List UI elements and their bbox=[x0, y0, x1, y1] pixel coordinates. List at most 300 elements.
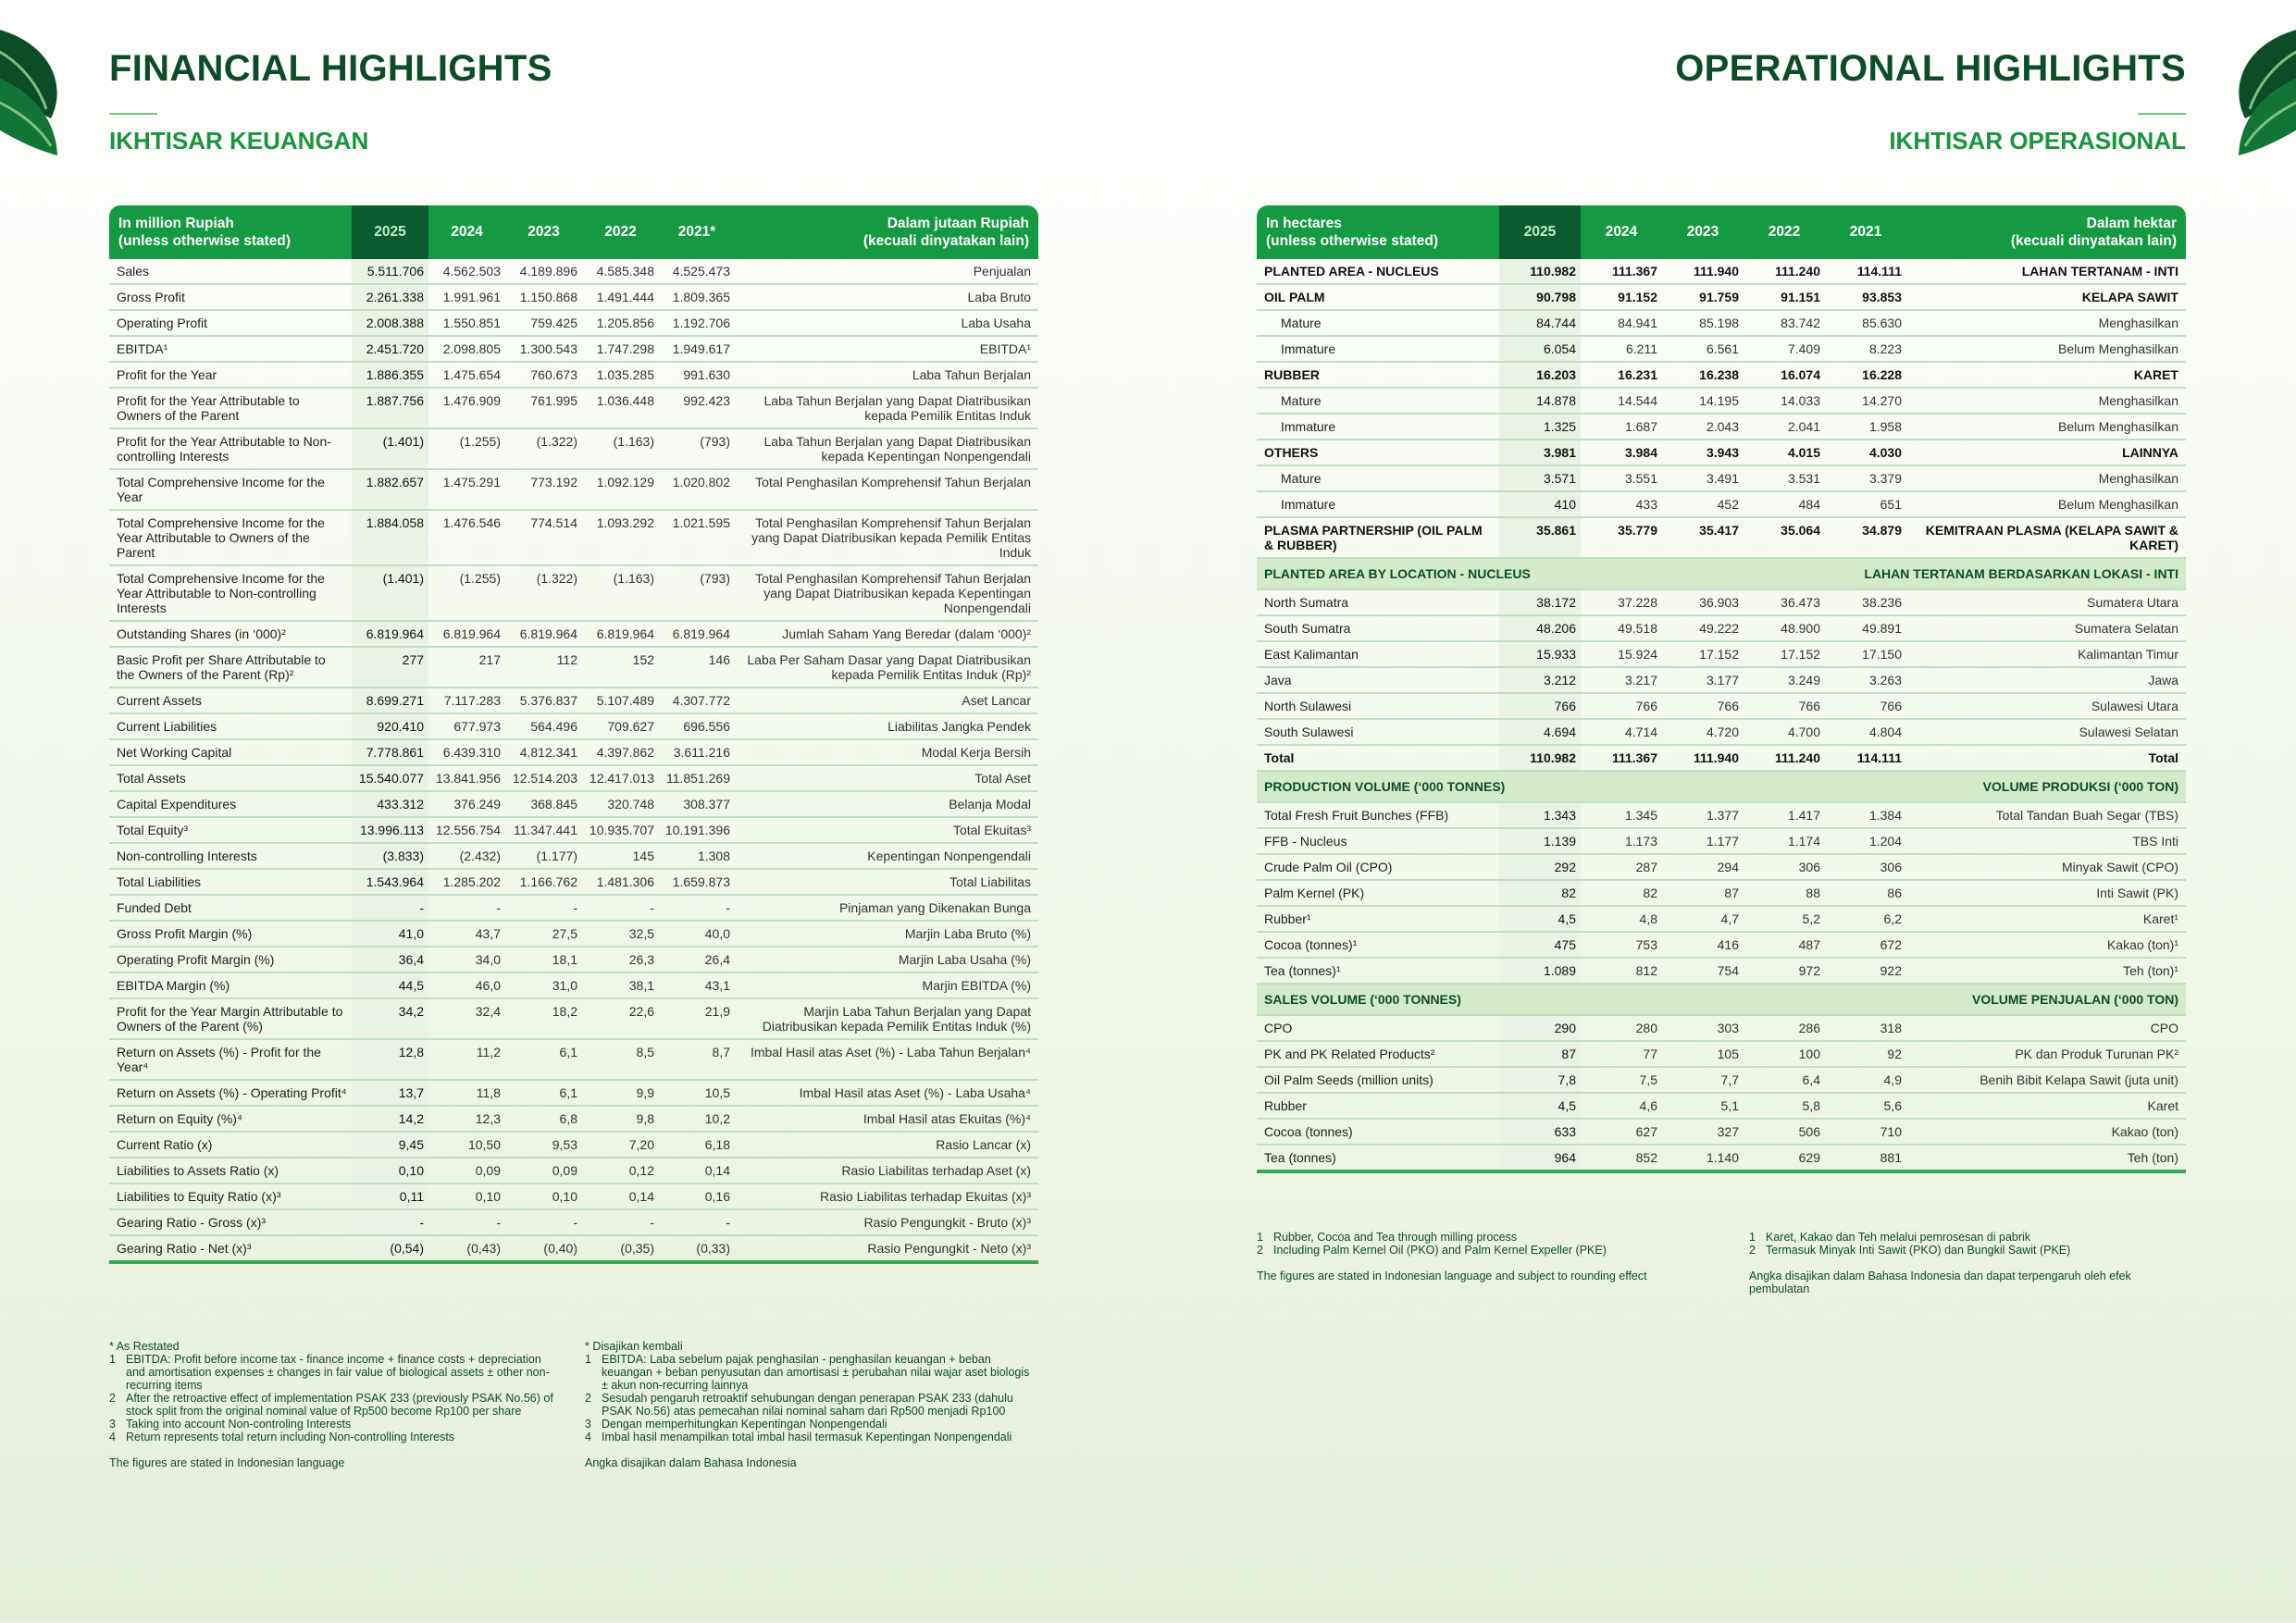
value-cell: 7,20 bbox=[582, 1133, 659, 1158]
value-cell: 5.376.837 bbox=[505, 688, 582, 714]
value-cell: 2.261.338 bbox=[352, 285, 428, 311]
row-label-id: Liabilitas Jangka Pendek bbox=[735, 714, 1038, 740]
value-cell: 1.991.961 bbox=[428, 285, 505, 311]
footnote-item bbox=[109, 1431, 563, 1443]
footnote-number: 2 bbox=[1257, 1244, 1263, 1257]
value-cell: 773.192 bbox=[505, 470, 582, 511]
value-cell: 100 bbox=[1744, 1042, 1825, 1068]
value-cell: 1.377 bbox=[1662, 803, 1744, 829]
value-cell: 15.933 bbox=[1499, 642, 1581, 668]
unit-label-id: Dalam hektar (kecuali dinyatakan lain) bbox=[1906, 205, 2186, 259]
table-row bbox=[109, 740, 1038, 766]
value-cell: 111.367 bbox=[1581, 746, 1662, 772]
value-cell: 5,6 bbox=[1825, 1094, 1906, 1120]
row-label-id: Imbal Hasil atas Aset (%) - Laba Tahun Berjalan⁴ bbox=[735, 1040, 1038, 1081]
value-cell: 3.984 bbox=[1581, 440, 1662, 466]
value-cell: 1.325 bbox=[1499, 415, 1581, 440]
value-cell: 38.172 bbox=[1499, 590, 1581, 616]
table-row bbox=[1257, 590, 2186, 616]
value-cell: 1.020.802 bbox=[659, 470, 735, 511]
value-cell: 4.307.772 bbox=[659, 688, 735, 714]
row-label-en: Total Comprehensive Income for the Year Attributable to Owners of the Parent bbox=[109, 511, 352, 566]
value-cell: 13.841.956 bbox=[428, 766, 505, 792]
row-label-id: Sumatera Utara bbox=[1906, 590, 2186, 616]
table-row bbox=[1257, 642, 2186, 668]
table-row bbox=[109, 688, 1038, 714]
value-cell: 7,5 bbox=[1581, 1068, 1662, 1094]
value-cell: 14.878 bbox=[1499, 389, 1581, 415]
value-cell: 564.496 bbox=[505, 714, 582, 740]
value-cell: 487 bbox=[1744, 933, 1825, 959]
footnote-text: Termasuk Minyak Inti Sawit (PKO) dan Bungkil Sawit (PKE) bbox=[1766, 1244, 2071, 1257]
table-row bbox=[1257, 933, 2186, 959]
table-row bbox=[109, 1081, 1038, 1107]
value-cell: 1.687 bbox=[1581, 415, 1662, 440]
value-cell: 9,9 bbox=[582, 1081, 659, 1107]
value-cell: 4,5 bbox=[1499, 907, 1581, 933]
footnote-item bbox=[585, 1431, 1038, 1443]
value-cell: 766 bbox=[1662, 694, 1744, 720]
value-cell: (0,33) bbox=[659, 1236, 735, 1264]
value-cell: 77 bbox=[1581, 1042, 1662, 1068]
value-cell: 1.345 bbox=[1581, 803, 1662, 829]
value-cell: 37.228 bbox=[1581, 590, 1662, 616]
row-label-en: Return on Assets (%) - Operating Profit⁴ bbox=[109, 1081, 352, 1107]
year-header: 2022 bbox=[1744, 205, 1825, 259]
table-row bbox=[109, 1133, 1038, 1158]
unit-label-en: In hectares (unless otherwise stated) bbox=[1257, 205, 1499, 259]
row-label-id: Menghasilkan bbox=[1906, 466, 2186, 492]
footnote-text: Taking into account Non-controling Interests bbox=[126, 1418, 352, 1431]
value-cell: 0,09 bbox=[428, 1158, 505, 1184]
value-cell: 1.139 bbox=[1499, 829, 1581, 855]
row-label-id: Total Aset bbox=[735, 766, 1038, 792]
value-cell: 306 bbox=[1744, 855, 1825, 881]
value-cell: 7.778.861 bbox=[352, 740, 428, 766]
value-cell: 1.140 bbox=[1662, 1146, 1744, 1173]
value-cell: 110.982 bbox=[1499, 746, 1581, 772]
row-label-en: OTHERS bbox=[1257, 440, 1499, 466]
value-cell: 146 bbox=[659, 648, 735, 688]
year-header: 2023 bbox=[505, 205, 582, 259]
value-cell: 15.924 bbox=[1581, 642, 1662, 668]
value-cell: 26,3 bbox=[582, 948, 659, 973]
value-cell: 627 bbox=[1581, 1120, 1662, 1146]
value-cell: 85.198 bbox=[1662, 311, 1744, 337]
row-label-en: Capital Expenditures bbox=[109, 792, 352, 818]
value-cell: 4,8 bbox=[1581, 907, 1662, 933]
value-cell: 760.673 bbox=[505, 363, 582, 389]
value-cell: 1.343 bbox=[1499, 803, 1581, 829]
value-cell: 84.941 bbox=[1581, 311, 1662, 337]
row-label-en: Total bbox=[1257, 746, 1499, 772]
value-cell: 2.451.720 bbox=[352, 337, 428, 363]
value-cell: 31,0 bbox=[505, 973, 582, 999]
value-cell: 145 bbox=[582, 844, 659, 870]
value-cell: 8.699.271 bbox=[352, 688, 428, 714]
value-cell: 36,4 bbox=[352, 948, 428, 973]
row-label-en: East Kalimantan bbox=[1257, 642, 1499, 668]
value-cell: 43,7 bbox=[428, 922, 505, 948]
value-cell: 287 bbox=[1581, 855, 1662, 881]
row-label-id: Jumlah Saham Yang Beredar (dalam ‘000)² bbox=[735, 622, 1038, 648]
value-cell: 766 bbox=[1581, 694, 1662, 720]
value-cell: 766 bbox=[1825, 694, 1906, 720]
value-cell: 303 bbox=[1662, 1016, 1744, 1042]
row-label-en: Sales bbox=[109, 259, 352, 285]
value-cell: 12.556.754 bbox=[428, 818, 505, 844]
row-label-id: Sulawesi Utara bbox=[1906, 694, 2186, 720]
value-cell: 0,12 bbox=[582, 1158, 659, 1184]
value-cell: 12,8 bbox=[352, 1040, 428, 1081]
value-cell: 16.238 bbox=[1662, 363, 1744, 389]
value-cell: (793) bbox=[659, 566, 735, 622]
section-header-row bbox=[1257, 772, 2186, 803]
value-cell: 376.249 bbox=[428, 792, 505, 818]
value-cell: 1.092.129 bbox=[582, 470, 659, 511]
table-row bbox=[109, 792, 1038, 818]
footnote-text: After the retroactive effect of implementation PSAK 233 (previously PSAK No.56) of stock split from the original nominal value of Rp500 become Rp100 per share bbox=[126, 1392, 553, 1418]
value-cell: 0,10 bbox=[428, 1184, 505, 1210]
value-cell: 11.347.441 bbox=[505, 818, 582, 844]
value-cell: 35.064 bbox=[1744, 518, 1825, 559]
table-row bbox=[1257, 803, 2186, 829]
page-subtitle: IKHTISAR OPERASIONAL bbox=[1889, 127, 2186, 155]
table-row bbox=[1257, 1068, 2186, 1094]
footnote-text: Imbal hasil menampilkan total imbal hasil termasuk Kepentingan Nonpengendali bbox=[602, 1431, 1012, 1443]
row-label-en: Net Working Capital bbox=[109, 740, 352, 766]
value-cell: 111.240 bbox=[1744, 259, 1825, 285]
value-cell: 4.030 bbox=[1825, 440, 1906, 466]
row-label-id: Sulawesi Selatan bbox=[1906, 720, 2186, 746]
row-label-id: Total Penghasilan Komprehensif Tahun Berjalan yang Dapat Diatribusikan kepada Pemilik Entitas Induk bbox=[735, 511, 1038, 566]
value-cell: 22,6 bbox=[582, 999, 659, 1040]
row-label-id: Total Penghasilan Komprehensif Tahun Berjalan bbox=[735, 470, 1038, 511]
value-cell: 4,5 bbox=[1499, 1094, 1581, 1120]
value-cell: 433.312 bbox=[352, 792, 428, 818]
value-cell: 4.714 bbox=[1581, 720, 1662, 746]
row-label-id: Belum Menghasilkan bbox=[1906, 415, 2186, 440]
table-row bbox=[1257, 311, 2186, 337]
row-label-en: Return on Equity (%)⁴ bbox=[109, 1107, 352, 1133]
value-cell: 2.098.805 bbox=[428, 337, 505, 363]
row-label-id: Belum Menghasilkan bbox=[1906, 337, 2186, 363]
section-label-en: PRODUCTION VOLUME (‘000 TONNES) bbox=[1257, 772, 1744, 803]
value-cell: 17.152 bbox=[1662, 642, 1744, 668]
value-cell: 1.205.856 bbox=[582, 311, 659, 337]
footnote-text: Dengan memperhitungkan Kepentingan Nonpengendali bbox=[602, 1418, 887, 1431]
value-cell: 38,1 bbox=[582, 973, 659, 999]
value-cell: 3.611.216 bbox=[659, 740, 735, 766]
year-header: 2021 bbox=[1825, 205, 1906, 259]
table-row bbox=[1257, 466, 2186, 492]
value-cell: 0,11 bbox=[352, 1184, 428, 1210]
value-cell: 8,7 bbox=[659, 1040, 735, 1081]
value-cell: (2.432) bbox=[428, 844, 505, 870]
row-label-id: Rasio Liabilitas terhadap Aset (x) bbox=[735, 1158, 1038, 1184]
row-label-id: Total Tandan Buah Segar (TBS) bbox=[1906, 803, 2186, 829]
value-cell: 82 bbox=[1581, 881, 1662, 907]
value-cell: 1.035.285 bbox=[582, 363, 659, 389]
row-label-en: Tea (tonnes)¹ bbox=[1257, 959, 1499, 985]
value-cell: (0,40) bbox=[505, 1236, 582, 1264]
value-cell: (1.401) bbox=[352, 429, 428, 470]
value-cell: - bbox=[352, 896, 428, 922]
value-cell: - bbox=[505, 1210, 582, 1236]
value-cell: 1.204 bbox=[1825, 829, 1906, 855]
value-cell: 84.744 bbox=[1499, 311, 1581, 337]
row-label-en: EBITDA¹ bbox=[109, 337, 352, 363]
value-cell: 44,5 bbox=[352, 973, 428, 999]
value-cell: 677.973 bbox=[428, 714, 505, 740]
value-cell: 0,16 bbox=[659, 1184, 735, 1210]
value-cell: 1.093.292 bbox=[582, 511, 659, 566]
value-cell: 4.525.473 bbox=[659, 259, 735, 285]
value-cell: 4.015 bbox=[1744, 440, 1825, 466]
value-cell: 754 bbox=[1662, 959, 1744, 985]
value-cell: 83.742 bbox=[1744, 311, 1825, 337]
row-label-en: Mature bbox=[1257, 311, 1499, 337]
table-row bbox=[1257, 720, 2186, 746]
value-cell: (1.255) bbox=[428, 429, 505, 470]
row-label-en: FFB - Nucleus bbox=[1257, 829, 1499, 855]
row-label-id: Rasio Liabilitas terhadap Ekuitas (x)³ bbox=[735, 1184, 1038, 1210]
row-label-id: PK dan Produk Turunan PK² bbox=[1906, 1042, 2186, 1068]
value-cell: 1.417 bbox=[1744, 803, 1825, 829]
row-label-id: KARET bbox=[1906, 363, 2186, 389]
year-header: 2021* bbox=[659, 205, 735, 259]
value-cell: 0,14 bbox=[582, 1184, 659, 1210]
value-cell: 4.812.341 bbox=[505, 740, 582, 766]
value-cell: 14.544 bbox=[1581, 389, 1662, 415]
table-row bbox=[109, 429, 1038, 470]
footnote-item bbox=[109, 1353, 563, 1392]
value-cell: 452 bbox=[1662, 492, 1744, 518]
language-note: Angka disajikan dalam Bahasa Indonesia bbox=[585, 1456, 797, 1469]
value-cell: 327 bbox=[1662, 1120, 1744, 1146]
financial-highlights-page bbox=[109, 0, 1038, 1623]
row-label-en: Non-controlling Interests bbox=[109, 844, 352, 870]
row-label-en: OIL PALM bbox=[1257, 285, 1499, 311]
row-label-id: KELAPA SAWIT bbox=[1906, 285, 2186, 311]
row-label-en: PLANTED AREA - NUCLEUS bbox=[1257, 259, 1499, 285]
value-cell: 306 bbox=[1825, 855, 1906, 881]
footnote-text: Sesudah pengaruh retroaktif sehubungan dengan penerapan PSAK 233 (dahulu PSAK No.56) atas pemecahan nilai nominal saham dari Rp500 menjadi Rp100 bbox=[602, 1392, 1013, 1418]
table-row bbox=[1257, 492, 2186, 518]
value-cell: 1.021.595 bbox=[659, 511, 735, 566]
value-cell: 1.958 bbox=[1825, 415, 1906, 440]
year-header: 2024 bbox=[428, 205, 505, 259]
value-cell: 6,1 bbox=[505, 1040, 582, 1081]
value-cell: 1.036.448 bbox=[582, 389, 659, 429]
row-label-id: Belum Menghasilkan bbox=[1906, 492, 2186, 518]
value-cell: 114.111 bbox=[1825, 259, 1906, 285]
row-label-id: Modal Kerja Bersih bbox=[735, 740, 1038, 766]
value-cell: 1.886.355 bbox=[352, 363, 428, 389]
footnote-text: Rubber, Cocoa and Tea through milling process bbox=[1273, 1231, 1518, 1244]
footnote-number: 3 bbox=[585, 1418, 591, 1431]
value-cell: 111.367 bbox=[1581, 259, 1662, 285]
value-cell: 32,5 bbox=[582, 922, 659, 948]
value-cell: 111.240 bbox=[1744, 746, 1825, 772]
value-cell: 1.177 bbox=[1662, 829, 1744, 855]
table-row bbox=[109, 622, 1038, 648]
row-label-en: Profit for the Year bbox=[109, 363, 352, 389]
value-cell: 16.203 bbox=[1499, 363, 1581, 389]
table-row bbox=[109, 1236, 1038, 1264]
value-cell: 852 bbox=[1581, 1146, 1662, 1173]
row-label-id: Total bbox=[1906, 746, 2186, 772]
footnotes-en bbox=[109, 1340, 563, 1469]
value-cell: 10,5 bbox=[659, 1081, 735, 1107]
value-cell: - bbox=[659, 1210, 735, 1236]
value-cell: 318 bbox=[1825, 1016, 1906, 1042]
value-cell: 1.384 bbox=[1825, 803, 1906, 829]
value-cell: 0,14 bbox=[659, 1158, 735, 1184]
value-cell: 1.491.444 bbox=[582, 285, 659, 311]
value-cell: 41,0 bbox=[352, 922, 428, 948]
row-label-en: Gearing Ratio - Gross (x)³ bbox=[109, 1210, 352, 1236]
value-cell: (3.833) bbox=[352, 844, 428, 870]
row-label-id: Benih Bibit Kelapa Sawit (juta unit) bbox=[1906, 1068, 2186, 1094]
value-cell: 90.798 bbox=[1499, 285, 1581, 311]
value-cell: 5,2 bbox=[1744, 907, 1825, 933]
value-cell: 433 bbox=[1581, 492, 1662, 518]
row-label-en: Current Assets bbox=[109, 688, 352, 714]
value-cell: 10,50 bbox=[428, 1133, 505, 1158]
value-cell: 6,8 bbox=[505, 1107, 582, 1133]
value-cell: 3.571 bbox=[1499, 466, 1581, 492]
row-label-id: Rasio Lancar (x) bbox=[735, 1133, 1038, 1158]
page-subtitle: IKHTISAR KEUANGAN bbox=[109, 127, 369, 155]
table-row bbox=[1257, 440, 2186, 466]
value-cell: (1.163) bbox=[582, 566, 659, 622]
footnote-number: 2 bbox=[585, 1392, 591, 1405]
row-label-id: Total Penghasilan Komprehensif Tahun Berjalan yang Dapat Diatribusikan kepada Kepentingan Nonpengendali bbox=[735, 566, 1038, 622]
value-cell: 922 bbox=[1825, 959, 1906, 985]
section-header-row bbox=[1257, 559, 2186, 590]
value-cell: 1.949.617 bbox=[659, 337, 735, 363]
row-label-id: Menghasilkan bbox=[1906, 311, 2186, 337]
table-row bbox=[1257, 959, 2186, 985]
value-cell: 6.439.310 bbox=[428, 740, 505, 766]
row-label-id: Karet¹ bbox=[1906, 907, 2186, 933]
table-header bbox=[1257, 205, 2186, 259]
table-row bbox=[109, 337, 1038, 363]
table-row bbox=[1257, 616, 2186, 642]
row-label-en: Immature bbox=[1257, 337, 1499, 363]
value-cell: 3.551 bbox=[1581, 466, 1662, 492]
footnote-item bbox=[585, 1392, 1038, 1418]
row-label-en: Liabilities to Equity Ratio (x)³ bbox=[109, 1184, 352, 1210]
value-cell: 13.996.113 bbox=[352, 818, 428, 844]
row-label-id: Teh (ton)¹ bbox=[1906, 959, 2186, 985]
value-cell: 36.903 bbox=[1662, 590, 1744, 616]
row-label-en: CPO bbox=[1257, 1016, 1499, 1042]
value-cell: 6,4 bbox=[1744, 1068, 1825, 1094]
value-cell: 88 bbox=[1744, 881, 1825, 907]
value-cell: 91.759 bbox=[1662, 285, 1744, 311]
table-row bbox=[109, 285, 1038, 311]
footnote-number: 1 bbox=[585, 1353, 591, 1366]
row-label-en: Palm Kernel (PK) bbox=[1257, 881, 1499, 907]
value-cell: 1.475.291 bbox=[428, 470, 505, 511]
table-row bbox=[109, 311, 1038, 337]
value-cell: 761.995 bbox=[505, 389, 582, 429]
value-cell: 46,0 bbox=[428, 973, 505, 999]
table-row bbox=[1257, 1146, 2186, 1173]
row-label-en: Immature bbox=[1257, 492, 1499, 518]
row-label-id: Marjin Laba Usaha (%) bbox=[735, 948, 1038, 973]
row-label-en: South Sumatra bbox=[1257, 616, 1499, 642]
value-cell: 2.043 bbox=[1662, 415, 1744, 440]
row-label-en: PLASMA PARTNERSHIP (OIL PALM & RUBBER) bbox=[1257, 518, 1499, 559]
value-cell: 5,8 bbox=[1744, 1094, 1825, 1120]
row-label-id: Karet bbox=[1906, 1094, 2186, 1120]
table-row bbox=[109, 1107, 1038, 1133]
value-cell: (1.322) bbox=[505, 566, 582, 622]
value-cell: 812 bbox=[1581, 959, 1662, 985]
table-row bbox=[109, 566, 1038, 622]
operational-table bbox=[1257, 205, 2186, 1173]
value-cell: 2.041 bbox=[1744, 415, 1825, 440]
value-cell: 1.747.298 bbox=[582, 337, 659, 363]
value-cell: - bbox=[505, 896, 582, 922]
row-label-id: Rasio Pengungkit - Bruto (x)³ bbox=[735, 1210, 1038, 1236]
table-row bbox=[1257, 829, 2186, 855]
footnote-number: 4 bbox=[109, 1431, 116, 1443]
table-row bbox=[109, 389, 1038, 429]
row-label-id: LAINNYA bbox=[1906, 440, 2186, 466]
value-cell: - bbox=[352, 1210, 428, 1236]
table-row bbox=[109, 1158, 1038, 1184]
row-label-en: Total Fresh Fruit Bunches (FFB) bbox=[1257, 803, 1499, 829]
value-cell: 35.417 bbox=[1662, 518, 1744, 559]
row-label-en: Operating Profit bbox=[109, 311, 352, 337]
table-row bbox=[1257, 855, 2186, 881]
row-label-en: Operating Profit Margin (%) bbox=[109, 948, 352, 973]
value-cell: 112 bbox=[505, 648, 582, 688]
value-cell: 4.585.348 bbox=[582, 259, 659, 285]
table-row bbox=[109, 844, 1038, 870]
value-cell: 6.819.964 bbox=[505, 622, 582, 648]
section-label-en: SALES VOLUME (‘000 TONNES) bbox=[1257, 985, 1744, 1016]
value-cell: - bbox=[582, 896, 659, 922]
value-cell: 506 bbox=[1744, 1120, 1825, 1146]
table-row bbox=[1257, 694, 2186, 720]
row-label-en: Profit for the Year Attributable to Owners of the Parent bbox=[109, 389, 352, 429]
value-cell: (0,54) bbox=[352, 1236, 428, 1264]
row-label-id: Aset Lancar bbox=[735, 688, 1038, 714]
table-row bbox=[109, 999, 1038, 1040]
row-label-id: Kalimantan Timur bbox=[1906, 642, 2186, 668]
row-label-en: Funded Debt bbox=[109, 896, 352, 922]
value-cell: - bbox=[659, 896, 735, 922]
row-label-id: KEMITRAAN PLASMA (KELAPA SAWIT & KARET) bbox=[1906, 518, 2186, 559]
value-cell: 4.189.896 bbox=[505, 259, 582, 285]
table-row bbox=[109, 511, 1038, 566]
value-cell: 5,1 bbox=[1662, 1094, 1744, 1120]
value-cell: 881 bbox=[1825, 1146, 1906, 1173]
table-row bbox=[109, 973, 1038, 999]
value-cell: 308.377 bbox=[659, 792, 735, 818]
row-label-id: Inti Sawit (PK) bbox=[1906, 881, 2186, 907]
value-cell: 9,53 bbox=[505, 1133, 582, 1158]
footnote-item bbox=[1749, 1231, 2186, 1244]
footnote-item bbox=[109, 1392, 563, 1418]
row-label-id: Marjin Laba Tahun Berjalan yang Dapat Diatribusikan kepada Pemilik Entitas Induk (%) bbox=[735, 999, 1038, 1040]
row-label-id: Belanja Modal bbox=[735, 792, 1038, 818]
